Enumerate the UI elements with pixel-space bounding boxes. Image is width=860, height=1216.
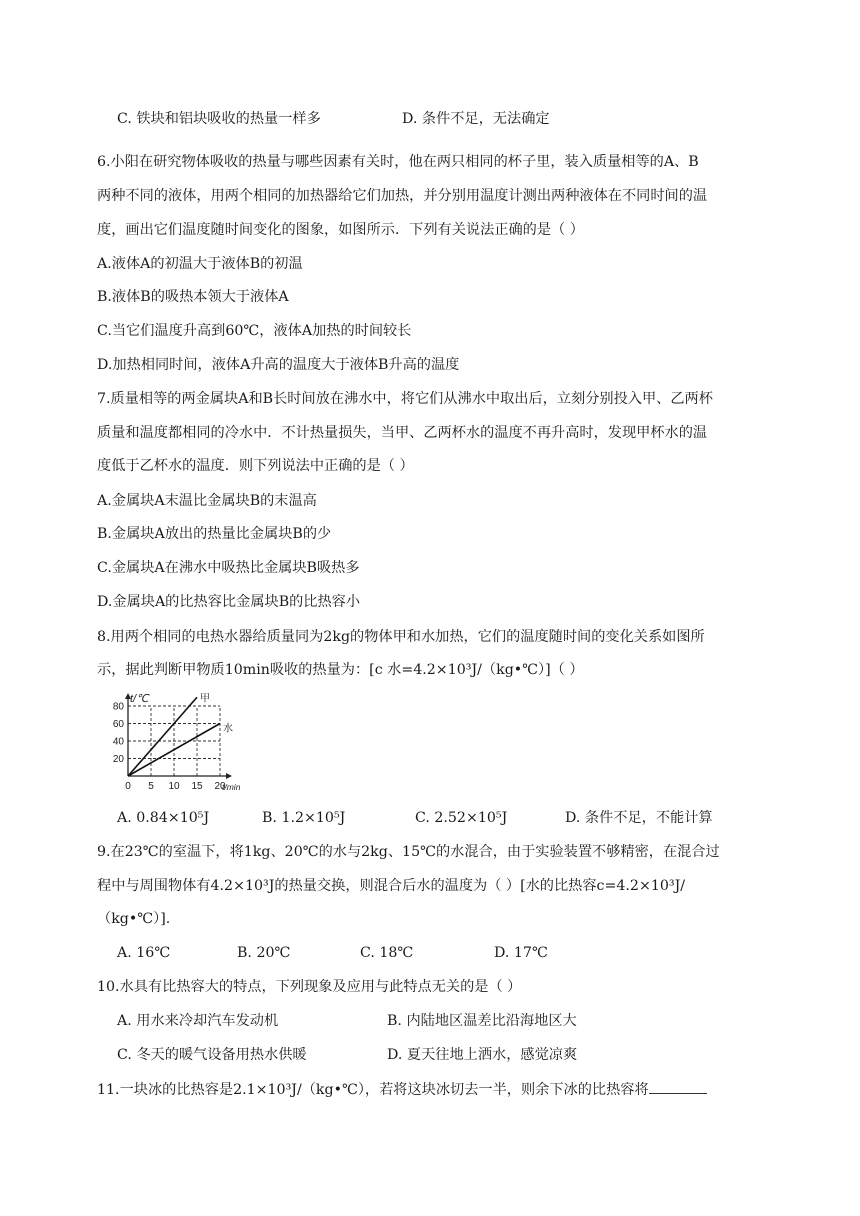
q9-option-c: C. 18℃: [360, 945, 414, 961]
q10-option-a: A. 用水来冷却汽车发动机: [117, 1013, 279, 1029]
series-label-2: 水: [223, 723, 233, 735]
q6-option-d: D.加热相同时间，液体A升高的温度大于液体B升高的温度: [97, 357, 460, 373]
q8-stem-line-1: 8.用两个相同的电热水器给质量同为2kg的物体甲和水加热，它们的温度随时间的变化关系如图所: [97, 629, 705, 645]
y-tick-label: 40: [112, 736, 124, 748]
chart-grid: [128, 706, 220, 776]
q8-option-a: A. 0.84×10⁵J: [117, 810, 210, 826]
q10-option-b: B. 内陆地区温差比沿海地区大: [387, 1013, 577, 1029]
q7-option-c: C.金属块A在沸水中吸热比金属块B吸热多: [97, 560, 360, 576]
q11-stem: 11.一块冰的比热容是2.1×10³J/（kg•℃），若将这块冰切去一半，则余下冰的比热容将: [97, 1082, 649, 1098]
x-axis-arrow: [226, 773, 232, 779]
y-tick-label: 20: [112, 754, 124, 765]
q7-option-b: B.金属块A放出的热量比金属块B的少: [97, 526, 332, 542]
q9-option-b: B. 20℃: [237, 945, 291, 961]
q7-option-a: A.金属块A末温比金属块B的末温高: [97, 493, 317, 509]
q8-option-d: D. 条件不足，不能计算: [565, 810, 713, 826]
q9-option-d: D. 17℃: [494, 945, 548, 961]
q6-option-b: B.液体B的吸热本领大于液体A: [97, 289, 289, 305]
q6-stem-line-2: 两种不同的液体，用两个相同的加热器给它们加热，并分别用温度计测出两种液体在不同时间的温: [97, 188, 708, 204]
q5-option-d: D. 条件不足，无法确定: [402, 111, 550, 127]
x-tick-label: 10: [168, 781, 180, 792]
q6-stem-line-3: 度，画出它们温度随时间变化的图象，如图所示．下列有关说法正确的是（ ）: [97, 222, 584, 238]
q6-stem-line-1: 6.小阳在研究物体吸收的热量与哪些因素有关时，他在两只相同的杯子里，装入质量相等的A、B: [97, 154, 699, 170]
x-axis-label: t/min: [222, 782, 241, 792]
q9-stem-line-1: 9.在23℃的室温下，将1kg、20℃的水与2kg、15℃的水混合，由于实验装置不够精密，在混合过: [97, 844, 720, 860]
q6-option-a: A.液体A的初温大于液体B的初温: [97, 256, 303, 272]
temperature-time-chart: [98, 690, 250, 794]
q10-option-d: D. 夏天往地上洒水，感觉凉爽: [387, 1047, 578, 1063]
q11-answer-blank[interactable]: [649, 1079, 707, 1094]
x-tick-label: 0: [125, 781, 131, 792]
q8-stem-line-2: 示，据此判断甲物质10min吸收的热量为：[c 水=4.2×10³J/（kg•℃）]（ ）: [97, 662, 584, 678]
y-axis-label: t/℃: [130, 693, 149, 705]
q9-stem-line-2: 程中与周围物体有4.2×10³J的热量交换，则混合后水的温度为（ ）[水的比热容c=4.2×10³J/: [97, 878, 686, 894]
q7-stem-line-3: 度低于乙杯水的温度．则下列说法中正确的是（ ）: [97, 458, 414, 474]
q7-stem-line-2: 质量和温度都相同的冷水中．不计热量损失，当甲、乙两杯水的温度不再升高时，发现甲杯水的温: [97, 425, 708, 441]
q5-option-c: C. 铁块和铝块吸收的热量一样多: [117, 111, 321, 127]
y-tick-label: 80: [112, 701, 124, 713]
q10-stem: 10.水具有比热容大的特点，下列现象及应用与此特点无关的是（ ）: [97, 979, 522, 995]
q8-option-c: C. 2.52×10⁵J: [415, 810, 508, 826]
q8-option-b: B. 1.2×10⁵J: [262, 810, 346, 826]
q6-option-c: C.当它们温度升高到60℃，液体A加热的时间较长: [97, 323, 412, 339]
q10-option-c: C. 冬天的暖气设备用热水供暖: [117, 1047, 307, 1063]
x-tick-label: 5: [148, 781, 154, 792]
series-label-1: 甲: [200, 693, 210, 705]
x-tick-label: 20: [214, 781, 226, 792]
q9-stem-line-3: （kg•℃）].: [97, 911, 171, 927]
chart-tick-labels: [113, 702, 226, 793]
q11-line: [97, 1079, 770, 1100]
q9-option-a: A. 16℃: [117, 945, 171, 961]
q7-option-d: D.金属块A的比热容比金属块B的比热容小: [97, 594, 361, 610]
q7-stem-line-1: 7.质量相等的两金属块A和B长时间放在沸水中，将它们从沸水中取出后，立刻分别投入甲、乙两杯: [97, 391, 713, 407]
series-line-1: [128, 697, 197, 776]
y-tick-label: 60: [112, 719, 124, 730]
x-tick-label: 15: [191, 781, 203, 792]
